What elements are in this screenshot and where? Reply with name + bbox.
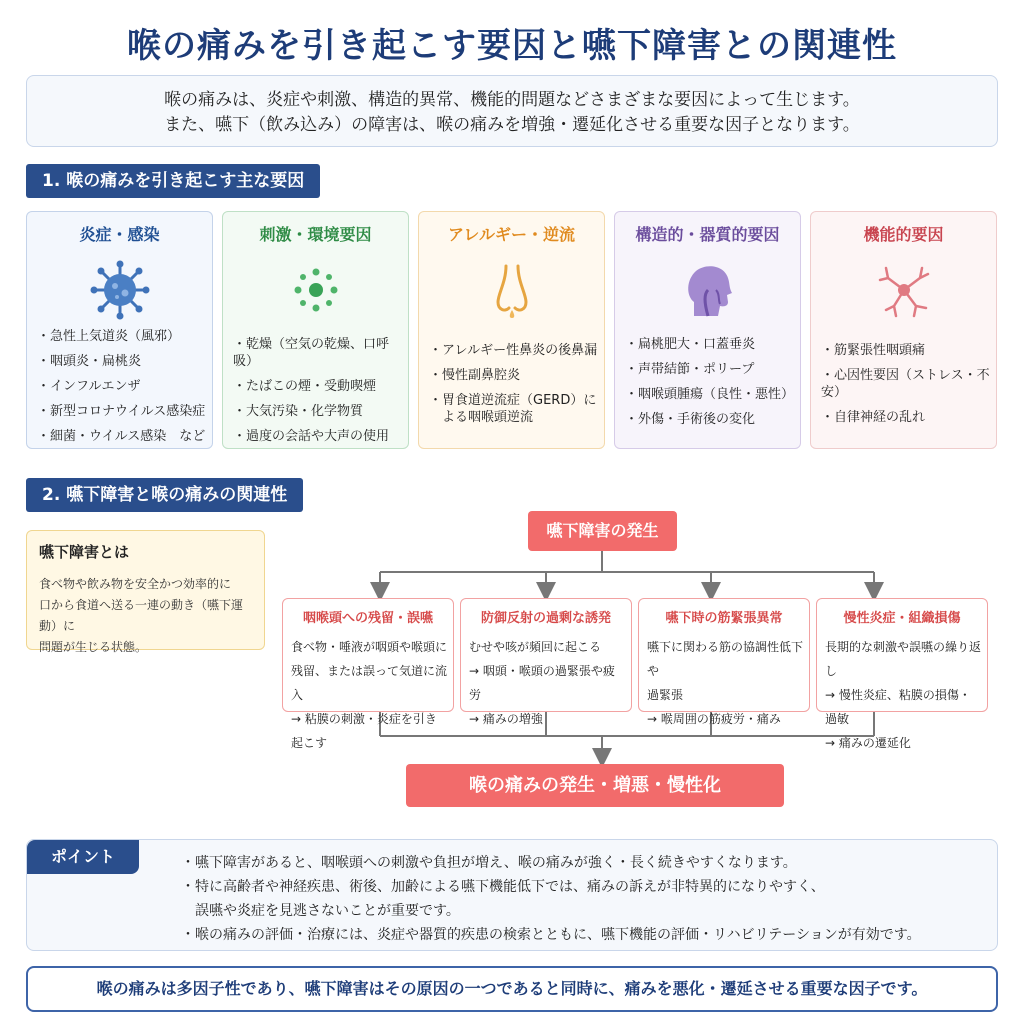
list-item: ・急性上気道炎（風邪） [37, 329, 181, 344]
list-item: ・嚥下障害があると、咽喉頭への刺激や負担が増え、喉の痛みが強く・長く続きやすくなります。 [181, 855, 797, 871]
cause-card-functional [810, 211, 997, 449]
mechanism-title: 嚥下時の筋緊張異常 [665, 611, 783, 626]
points-list [181, 851, 921, 947]
points-label: ポイント [27, 840, 139, 874]
mechanism-body: 長期的な刺激や誤嚥の繰り返し → 慢性炎症、粘膜の損傷・過敏 → 痛みの遷延化 [825, 640, 982, 750]
list-item: ・新型コロナウイルス感染症 [37, 404, 206, 419]
conclusion-box: 喉の痛みは多因子性であり、嚥下障害はその原因の一つであると同時に、痛みを悪化・遷延させる重要な因子です。 [26, 966, 998, 1012]
intro-line-1: 喉の痛みは、炎症や刺激、構造的異常、機能的問題などさまざまな要因によって生じます。 [164, 90, 860, 110]
list-item: ・細菌・ウイルス感染 など [37, 429, 206, 444]
mechanism-body: 嚥下に関わる筋の協調性低下や 過緊張 → 喉周囲の筋疲労・痛み [647, 640, 804, 726]
nose-icon [482, 260, 542, 320]
cause-list [821, 342, 990, 434]
mechanism-card-residue [282, 598, 454, 750]
list-item: ・大気汚染・化学物質 [233, 404, 364, 419]
list-item: ・筋緊張性咽頭痛 [821, 343, 926, 358]
cause-title: 炎症・感染 [79, 225, 160, 244]
cause-list [37, 328, 206, 453]
definition-line: 問題が生じる状態。 [39, 640, 148, 654]
dysphagia-onset-node: 嚥下障害の発生 [528, 511, 677, 551]
intro-line-2: また、嚥下（飲み込み）の障害は、喉の痛みを増強・遷延化させる重要な因子となります。 [164, 115, 860, 135]
throat-pain-result-node: 喉の痛みの発生・増悪・慢性化 [406, 764, 784, 807]
list-item: ・咽喉頭腫瘍（良性・悪性） [625, 387, 795, 402]
mechanism-title: 慢性炎症・組織損傷 [843, 611, 961, 626]
cause-title: 構造的・器質的要因 [635, 225, 780, 244]
list-item: ・アレルギー性鼻炎の後鼻漏 [429, 343, 598, 358]
page-title: 喉の痛みを引き起こす要因と嚥下障害との関連性 [127, 26, 897, 66]
cause-title: 機能的要因 [863, 225, 944, 244]
list-item: ・胃食道逆流症（GERD）に よる咽喉頭逆流 [429, 393, 597, 425]
intro-box [26, 75, 998, 147]
list-item: ・咽頭炎・扁桃炎 [37, 354, 142, 369]
list-item: ・特に高齢者や神経疾患、術後、加齢による嚥下機能低下では、痛みの訴えが非特異的になりやすく、 誤嚥や炎症を見逃さないことが重要です。 [181, 879, 825, 919]
list-item: ・喉の痛みの評価・治療には、炎症や器質的疾患の検索とともに、嚥下機能の評価・リハビリテーションが有効です。 [181, 927, 921, 943]
definition-title: 嚥下障害とは [39, 543, 130, 561]
head-profile-icon [678, 260, 738, 320]
cause-card-allergy [418, 211, 605, 449]
list-item: ・インフルエンザ [37, 379, 141, 394]
list-item: ・声帯結節・ポリープ [625, 362, 755, 377]
particles-icon [286, 260, 346, 320]
mechanism-body: 食べ物・唾液が咽頭や喉頭に 残留、または誤って気道に流入 → 粘膜の刺激・炎症を引き起こす [291, 640, 448, 750]
cause-list [429, 342, 598, 434]
cause-list [625, 336, 794, 436]
cause-list [233, 336, 402, 453]
list-item: ・慢性副鼻腔炎 [429, 368, 521, 383]
list-item: ・扁桃肥大・口蓋垂炎 [625, 337, 756, 352]
cause-title: アレルギー・逆流 [448, 225, 575, 244]
list-item: ・外傷・手術後の変化 [625, 412, 756, 427]
definition-line: 口から食道へ送る一連の動き（嚥下運動）に [39, 598, 244, 633]
mechanism-title: 防御反射の過剰な誘発 [480, 611, 611, 626]
list-item: ・過度の会話や大声の使用 [233, 429, 390, 444]
mechanism-body: むせや咳が頻回に起こる → 咽頭・喉頭の過緊張や疲労 → 痛みの増強 [469, 640, 615, 726]
definition-line: 食べ物や飲み物を安全かつ効率的に [39, 577, 232, 591]
definition-box [26, 530, 265, 654]
list-item: ・自律神経の乱れ [821, 410, 926, 425]
mechanism-card-chronic [816, 598, 988, 750]
mechanism-card-reflex [460, 598, 632, 726]
points-box [26, 839, 998, 951]
section2-header: 2. 嚥下障害と喉の痛みの関連性 [26, 478, 303, 512]
mechanism-card-muscle [638, 598, 810, 726]
cause-title: 刺激・環境要因 [259, 225, 372, 244]
list-item: ・心因性要因（ストレス・不安） [821, 368, 990, 400]
mechanism-title: 咽喉頭への残留・誤嚥 [302, 611, 433, 626]
list-item: ・乾燥（空気の乾燥、口呼吸） [233, 337, 390, 369]
virus-icon [90, 260, 150, 320]
section1-header: 1. 喉の痛みを引き起こす主な要因 [26, 164, 320, 198]
cause-card-inflammation [26, 211, 213, 449]
cause-card-structural [614, 211, 801, 449]
nerve-icon [874, 260, 934, 320]
cause-card-environment [222, 211, 409, 449]
list-item: ・たばこの煙・受動喫煙 [233, 379, 377, 394]
